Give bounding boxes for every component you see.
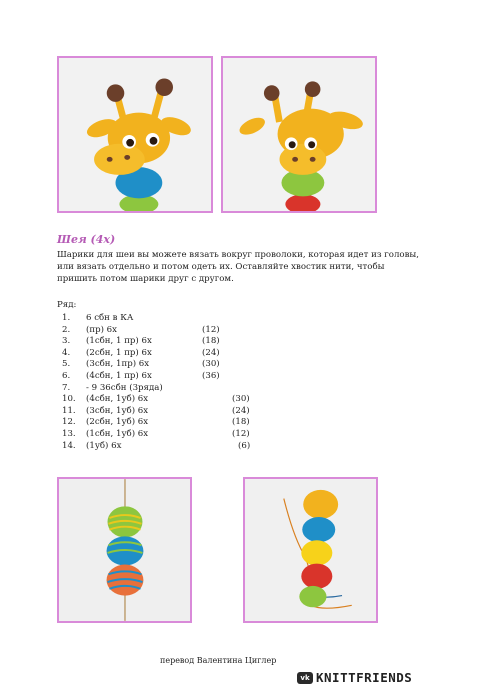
photo-neck-beads-lying [243, 477, 378, 623]
row-instruction: (3сбн, 1уб) 6х [86, 405, 149, 416]
row-count: (36) [202, 370, 220, 381]
row-number: 13. [62, 428, 76, 439]
row-number: 1. [62, 313, 71, 323]
beads-lying-illustration [245, 479, 376, 621]
row-instruction: (2сбн, 1уб) 6х [86, 417, 149, 428]
row-instruction: (пр) 6х [86, 324, 117, 335]
row-number: 6. [62, 370, 71, 381]
row-number: 4. [62, 347, 71, 358]
row-count: (6) [238, 440, 251, 451]
row-instruction: (2сбн, 1 пр) 6х [86, 347, 152, 358]
row-count: (12) [202, 324, 220, 335]
row-number: 10. [62, 394, 76, 405]
vk-icon: vk [297, 672, 313, 684]
beads-hanging-illustration [59, 479, 190, 621]
row-count: (30) [202, 359, 220, 370]
row-count: (30) [232, 394, 250, 405]
row-instruction: (1уб) 6х [86, 440, 122, 451]
translator-credit: перевод Валентина Циглер [160, 656, 277, 665]
row-number: 5. [62, 359, 71, 370]
photo-giraffe-side [221, 56, 377, 213]
photo-neck-beads-hanging [57, 477, 192, 623]
section-title: Шея (4x) [57, 233, 116, 246]
row-count: (12) [232, 428, 250, 439]
row-instruction: (3сбн, 1пр) 6х [86, 359, 150, 370]
row-number: 11. [62, 405, 76, 416]
row-instruction: 6 сбн в КА [86, 313, 134, 323]
logo-wordmark: KNITTFRIENDS [316, 670, 413, 685]
row-instruction: (4сбн, 1уб) 6х [86, 394, 149, 405]
rows-label: Ряд: [57, 300, 77, 310]
row-instruction: (1сбн, 1 пр) 6х [86, 336, 152, 347]
row-count: (18) [232, 417, 250, 428]
row-instruction: (4сбн, 1 пр) 6х [86, 370, 152, 381]
intro-paragraph: Шарики для шеи вы можете вязать вокруг проволоки, которая идет из головы, или вязать отдельно и потом одеть их. Оставляйте хвостик нити, чтобы пришить потом шарики друг с другом. [57, 250, 419, 284]
giraffe-side-illustration [223, 58, 375, 211]
photo-giraffe-front [57, 56, 213, 213]
row-count: (24) [232, 405, 250, 416]
row-number: 14. [62, 440, 76, 451]
row-instruction: - 9 36сбн (3ряда) [86, 382, 163, 393]
knittfriends-logo [297, 670, 412, 685]
row-number: 3. [62, 336, 71, 347]
giraffe-front-illustration [59, 58, 211, 211]
row-instruction: (1сбн, 1уб) 6х [86, 428, 149, 439]
row-count: (24) [202, 347, 220, 358]
row-number: 7. [62, 382, 71, 393]
row-number: 2. [62, 324, 71, 335]
row-number: 12. [62, 417, 76, 428]
row-count: (18) [202, 336, 220, 347]
